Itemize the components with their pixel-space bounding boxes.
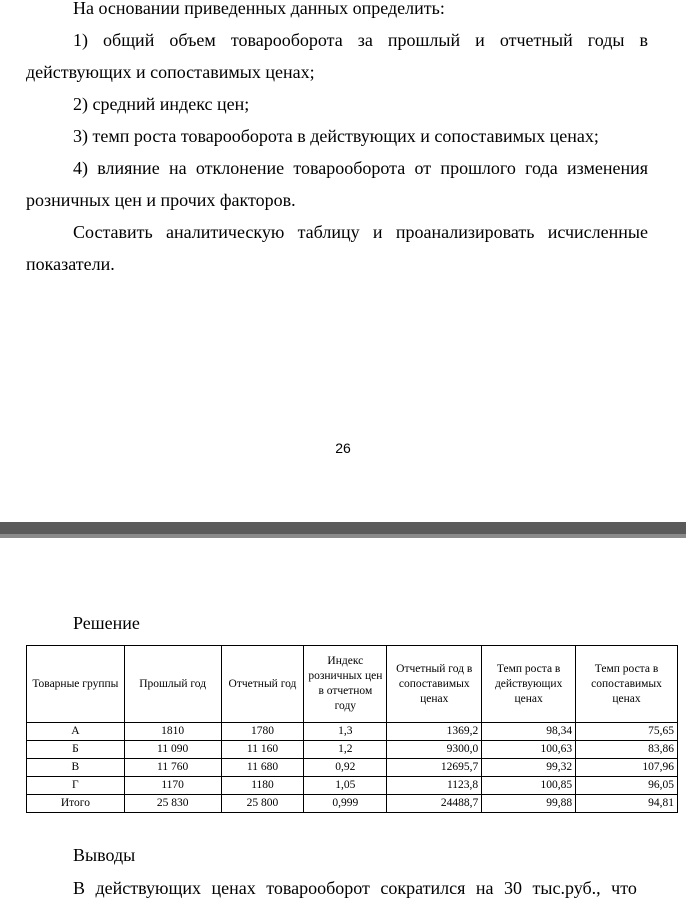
task-item-4: 4) влияние на отклонение товарооборота от прошлого года изменения розничных цен и прочих факторов. <box>26 158 648 210</box>
cell-group: Б <box>27 741 125 759</box>
task-item-2: 2) средний индекс цен; <box>73 94 250 114</box>
table-row <box>27 759 678 777</box>
solution-heading: Решение <box>73 613 140 633</box>
page-divider <box>0 522 686 538</box>
cell-last-year: 25 830 <box>124 795 221 813</box>
task-closing: Составить аналитическую таблицу и проанализировать исчисленные показатели. <box>26 222 648 274</box>
task-item-3: 3) темп роста товарооборота в действующих и сопоставимых ценах; <box>73 126 599 146</box>
cell-comparable: 12695,7 <box>387 759 482 777</box>
task-intro: На основании приведенных данных определить: <box>73 0 445 18</box>
cell-growth-current: 100,85 <box>482 777 576 795</box>
results-table <box>26 645 678 813</box>
cell-report-year: 25 800 <box>221 795 304 813</box>
cell-group: А <box>27 723 125 741</box>
cell-last-year: 11 760 <box>124 759 221 777</box>
cell-report-year: 1180 <box>221 777 304 795</box>
cell-price-index: 1,2 <box>304 741 387 759</box>
cell-last-year: 11 090 <box>124 741 221 759</box>
col-header-groups: Товарные группы <box>27 646 125 723</box>
cell-group: Итого <box>27 795 125 813</box>
table-row <box>27 723 678 741</box>
cell-growth-comparable: 107,96 <box>576 759 678 777</box>
cell-price-index: 0,999 <box>304 795 387 813</box>
cell-growth-comparable: 94,81 <box>576 795 678 813</box>
cell-comparable: 9300,0 <box>387 741 482 759</box>
col-header-growth-comparable: Темп роста в сопоставимых ценах <box>576 646 678 723</box>
table-total-row <box>27 795 678 813</box>
table-row <box>27 741 678 759</box>
col-header-comparable-prices: Отчетный год в сопоставимых ценах <box>387 646 482 723</box>
cell-comparable: 1369,2 <box>387 723 482 741</box>
cell-last-year: 1810 <box>124 723 221 741</box>
cell-group: Г <box>27 777 125 795</box>
col-header-report-year: Отчетный год <box>221 646 304 723</box>
table-header-row <box>27 646 678 723</box>
cell-growth-comparable: 96,05 <box>576 777 678 795</box>
cell-growth-comparable: 83,86 <box>576 741 678 759</box>
cell-growth-current: 99,88 <box>482 795 576 813</box>
cell-group: В <box>27 759 125 777</box>
cell-comparable: 24488,7 <box>387 795 482 813</box>
col-header-last-year: Прошлый год <box>124 646 221 723</box>
cell-last-year: 1170 <box>124 777 221 795</box>
cell-price-index: 1,05 <box>304 777 387 795</box>
cell-growth-current: 100,63 <box>482 741 576 759</box>
cell-growth-comparable: 75,65 <box>576 723 678 741</box>
col-header-growth-current: Темп роста в действующих ценах <box>482 646 576 723</box>
cell-comparable: 1123,8 <box>387 777 482 795</box>
cell-report-year: 11 680 <box>221 759 304 777</box>
cell-report-year: 1780 <box>221 723 304 741</box>
cell-price-index: 1,3 <box>304 723 387 741</box>
cell-growth-current: 98,34 <box>482 723 576 741</box>
page-number: 26 <box>335 440 351 456</box>
col-header-price-index: Индекс розничных цен в отчетном году <box>304 646 387 723</box>
table-row <box>27 777 678 795</box>
cell-price-index: 0,92 <box>304 759 387 777</box>
conclusions-text: В действующих ценах товарооборот сократился на 30 тыс.руб., что <box>73 878 637 898</box>
cell-report-year: 11 160 <box>221 741 304 759</box>
conclusions-heading: Выводы <box>73 845 136 865</box>
task-item-1: 1) общий объем товарооборота за прошлый и отчетный годы в действующих и сопоставимых ценах; <box>26 30 648 82</box>
cell-growth-current: 99,32 <box>482 759 576 777</box>
